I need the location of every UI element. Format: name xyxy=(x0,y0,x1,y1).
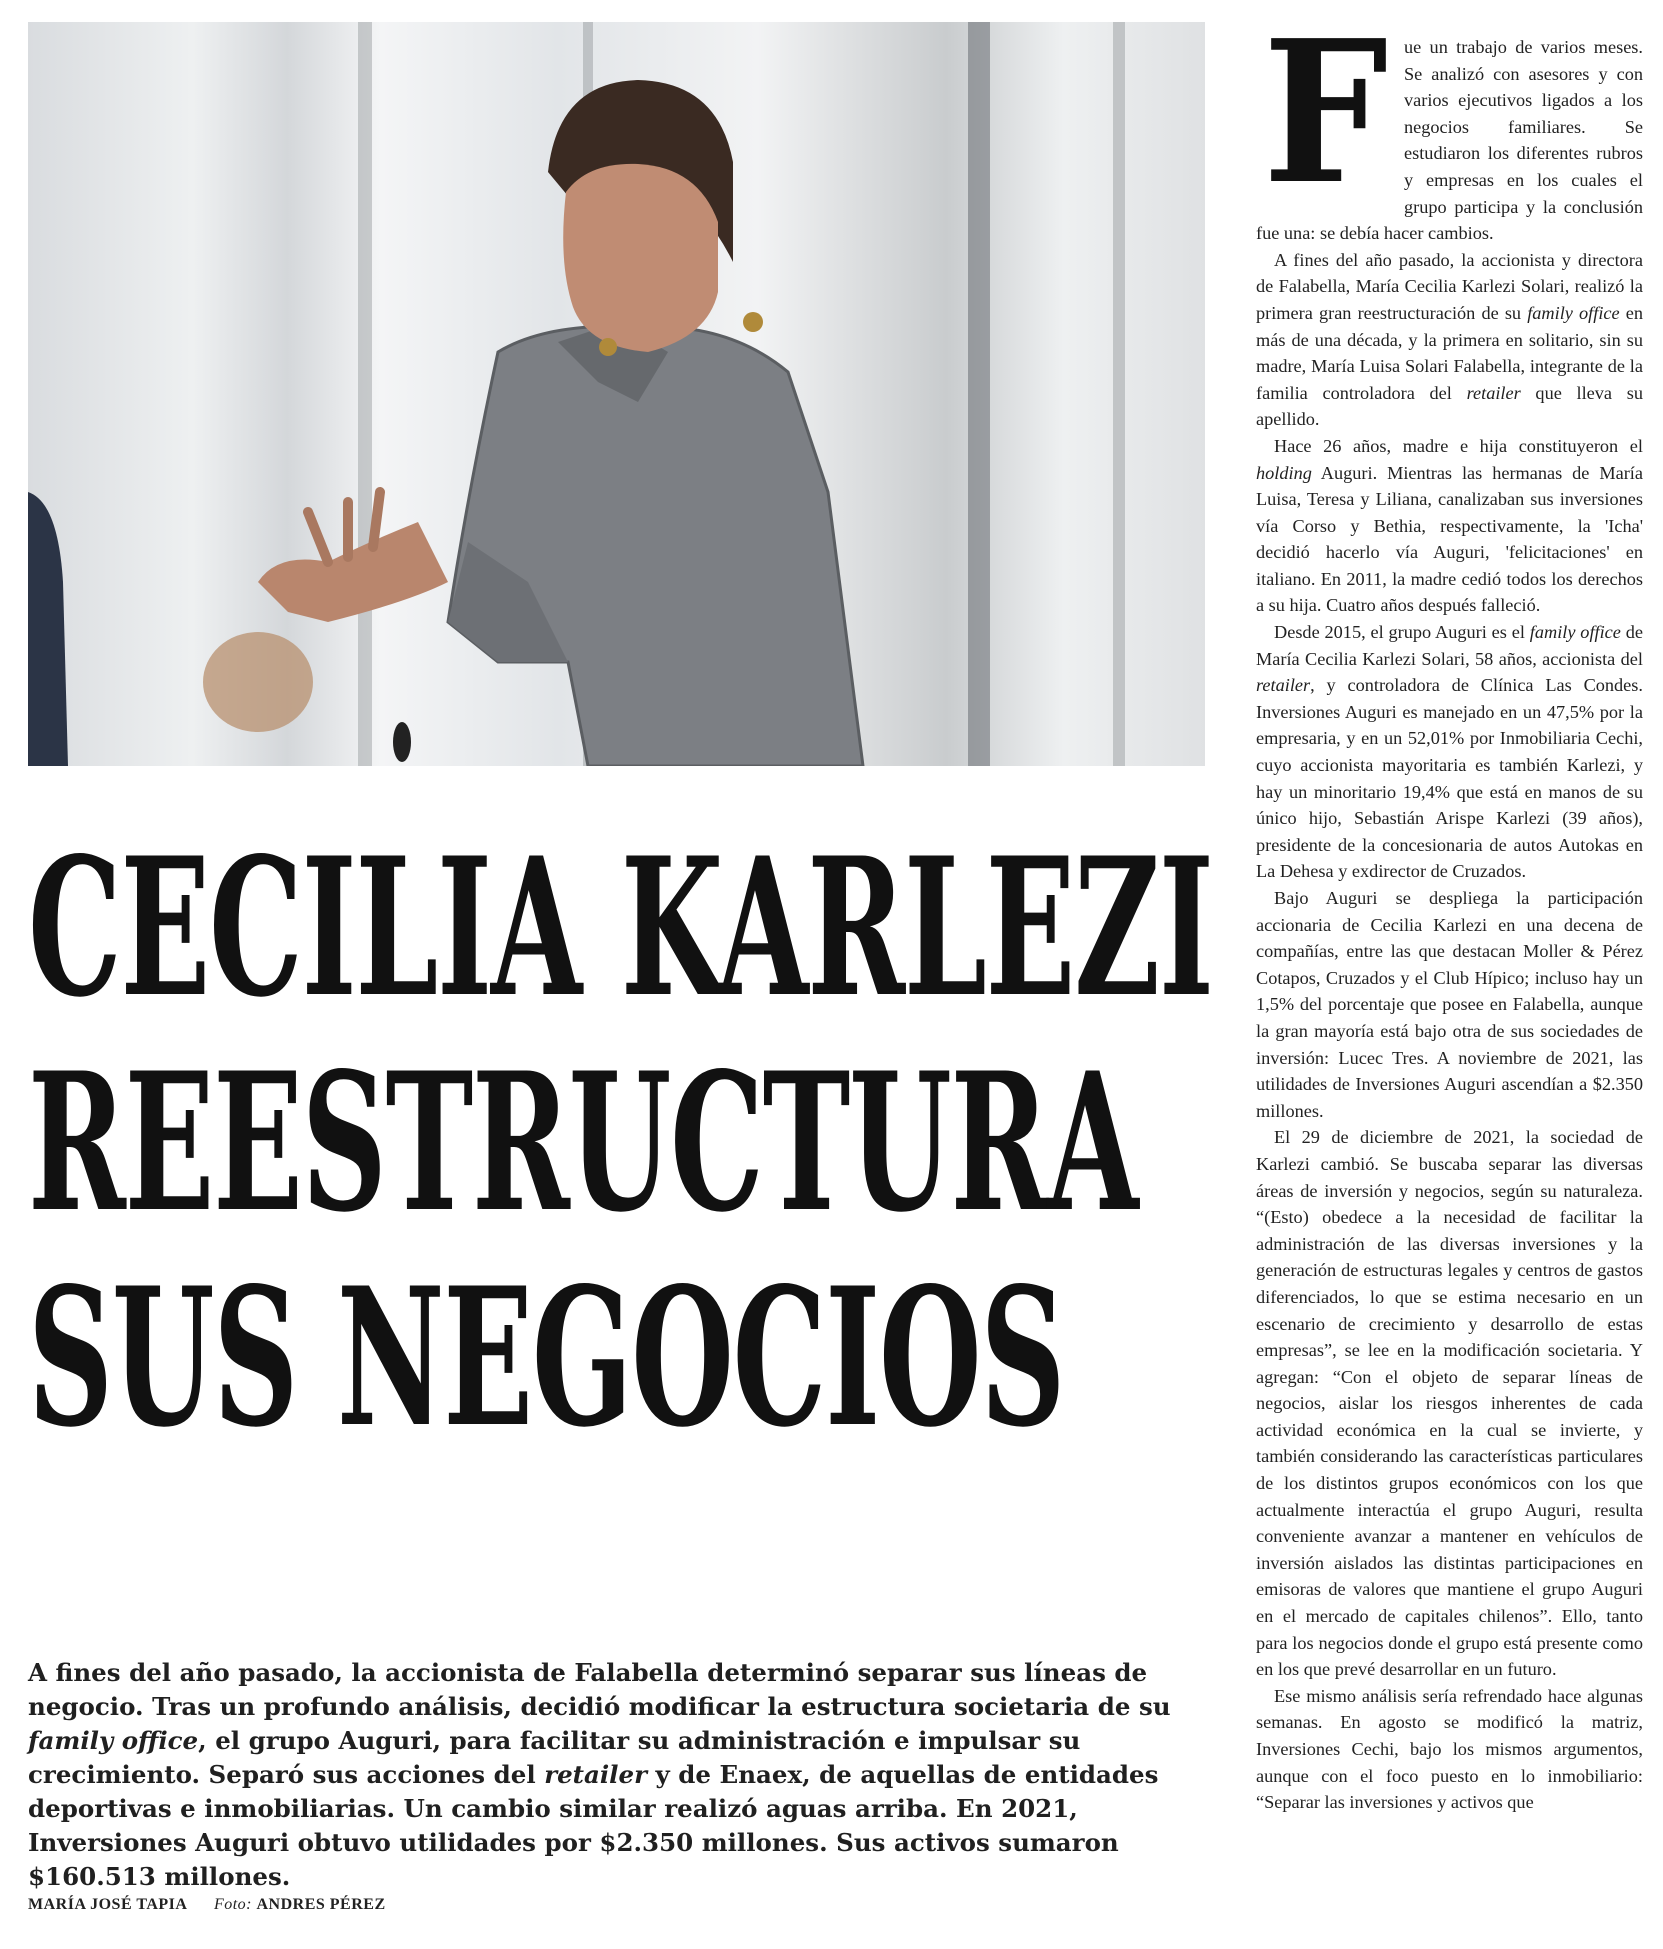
byline xyxy=(28,1896,386,1914)
body-text: que lleva su apellido. xyxy=(1256,382,1643,430)
body-emphasis: retailer xyxy=(1466,382,1521,403)
headline-line: REESTRUCTURA xyxy=(28,1031,1138,1254)
photo-credit-label: Foto: xyxy=(213,1896,252,1913)
body-paragraph: Ese mismo análisis sería refrendado hace algunas semanas. En agosto se modificó la matriz, Inversiones Cechi, bajo los mismos argumentos, aunque con el foco puesto en lo inmobiliario: “Separar las inversiones y activos que xyxy=(1256,1685,1643,1813)
article-photo xyxy=(28,22,1205,766)
lead-emphasis: family office xyxy=(28,1726,199,1755)
body-text: Auguri. Mientras las hermanas de María Luisa, Teresa y Liliana, canalizaban sus inversiones vía Corso y Bethia, respectivamente, la 'Icha' decidió hacerlo vía Auguri, 'felicitaciones' en italiano. En 2011, la madre cedió todos los derechos a su hija. Cuatro años después falleció. xyxy=(1256,462,1643,616)
lead-emphasis: retailer xyxy=(544,1760,647,1789)
body-text: en más de una década, y la primera en solitario, sin su madre, María Luisa Solari Falabella, integrante de la familia controladora del xyxy=(1256,302,1644,403)
headline-line: CECILIA KARLEZI xyxy=(28,816,1213,1039)
lead-text: A fines del año pasado, la accionista de Falabella determinó separar sus líneas de negocio. Tras un profundo análisis, decidió modificar la estructura societaria de su xyxy=(28,1658,1171,1721)
photographer-name: ANDRES PÉREZ xyxy=(256,1896,386,1913)
body-emphasis: family office xyxy=(1529,622,1621,643)
body-paragraph: Bajo Auguri se despliega la participación accionaria de Cecilia Karlezi en una decena de compañías, entre las que destacan Moller & Pérez Cotapos, Cruzados y el Club Hípico; incluso hay un 1,5% del porcentaje que posee en Falabella, aunque la gran mayoría está bajo otra de sus sociedades de inversión: Lucec Tres. A noviembre de 2021, las utilidades de Inversiones Auguri ascendían a $2.350 millones. xyxy=(1256,888,1643,1121)
body-text: de María Cecilia Karlezi Solari, 58 años, accionista del xyxy=(1256,622,1644,669)
headline-line: SUS NEGOCIOS xyxy=(28,1246,1065,1469)
drop-cap: F xyxy=(1262,0,1389,228)
body-emphasis: retailer xyxy=(1256,675,1311,696)
body-paragraph: El 29 de diciembre de 2021, la sociedad de Karlezi cambió. Se buscaba separar las diversas áreas de inversión y negocios, según su naturaleza. “(Esto) obedece a la necesidad de facilitar la administración de las diversas inversiones y la generación de estructuras legales y centros de gastos diferenciados, lo que se estima necesario en un escenario de crecimiento y desarrollo de estas empresas”, se lee en la modificación societaria. Y agregan: “Con el objeto de separar líneas de negocios, aislar los riesgos inherentes de cada actividad económica en la cual se invierte, y también considerando las características particulares de los distintos grupos económicos con los que actualmente interactúa el grupo Auguri, resulta conveniente avanzar a mantener en vehículos de inversión aislados las distintas participaciones en emisoras de valores que mantiene el grupo Auguri en el mercado de capitales chilenos”. Ello, tanto para los negocios donde el grupo está presente como en los que prevé desarrollar en un futuro. xyxy=(1256,1127,1643,1680)
body-paragraph: ue un trabajo de varios meses. Se analizó con asesores y con varios ejecutivos ligados a los negocios familiares. Se estudiaron los diferentes rubros y empresas en los cuales el grupo participa y la conclusión fue una: se debía hacer cambios. xyxy=(1256,37,1643,244)
lead-text: y de Enaex, de aquellas de entidades deportivas e inmobiliarias. Un cambio similar realizó aguas arriba. En 2021, Inversiones Auguri obtuvo utilidades por $2.350 millones. Sus activos sumaron $160.513 millones. xyxy=(28,1760,1159,1891)
body-text: Hace 26 años, madre e hija constituyeron el xyxy=(1274,435,1643,456)
body-text: Desde 2015, el grupo Auguri es el xyxy=(1274,622,1530,643)
lead-paragraph xyxy=(28,1656,1200,1894)
article-body xyxy=(1256,0,1644,1816)
headline xyxy=(28,816,1213,1469)
body-emphasis: holding xyxy=(1256,462,1312,483)
body-text: A fines del año pasado, la accionista y directora de Falabella, María Cecilia Karlezi Solari, realizó la primera gran reestructuración de su xyxy=(1256,249,1643,323)
body-text: , y controladora de Clínica Las Condes. Inversiones Auguri es manejado en un 47,5% por la empresaria, y en un 52,01% por Inmobiliaria Cechi, cuyo accionista mayoritaria es también Karlezi, y hay un minoritario 19,4% que está en manos de su único hijo, Sebastián Arispe Karlezi (39 años), presidente de la concesionaria de autos Autokas en La Dehesa y exdirector de Cruzados. xyxy=(1256,675,1643,882)
body-paragraph xyxy=(1256,247,1643,433)
body-paragraph xyxy=(1256,433,1643,619)
body-emphasis: family office xyxy=(1527,302,1620,323)
lead-text: , el grupo Auguri, para facilitar su administración e impulsar su crecimiento. Separó sus acciones del xyxy=(28,1726,1081,1789)
author-name: MARÍA JOSÉ TAPIA xyxy=(28,1896,188,1913)
body-paragraph xyxy=(1256,619,1643,885)
portrait-figure xyxy=(28,22,1205,766)
